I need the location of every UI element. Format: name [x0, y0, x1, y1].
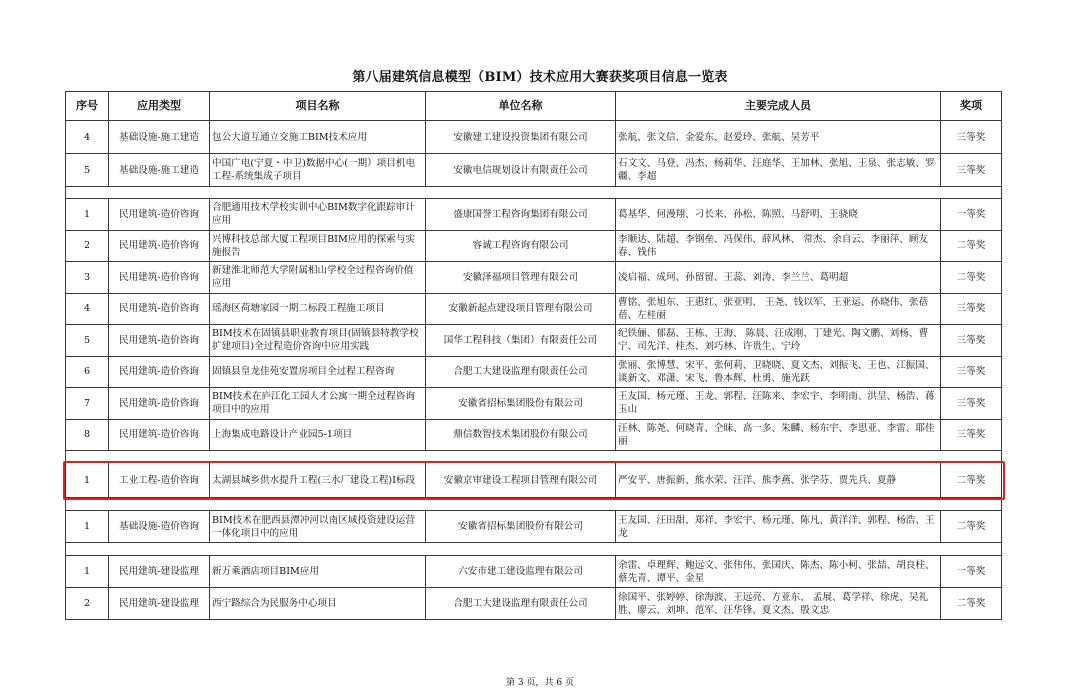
table-row	[66, 388, 1002, 420]
row-number: 5	[66, 154, 109, 187]
row-number: 2	[66, 230, 109, 262]
application-type: 民用建筑-建设监理	[109, 556, 210, 588]
row-number: 4	[66, 293, 109, 325]
award-level: 二等奖	[941, 262, 1002, 294]
team-members: 徐国平、张婷婷、徐海波、王远亮、方亚东、 孟展、葛学祥、徐虎、吴礼胜、廖云、刘坤、范军、汪华锋、夏文杰、殷文忠	[616, 588, 941, 620]
unit-name: 安徽省招标集团股份有限公司	[426, 388, 616, 420]
unit-name: 盛康国誉工程咨询集团有限公司	[426, 199, 616, 231]
section-separator	[66, 451, 1002, 463]
unit-name: 容诚工程咨询有限公司	[426, 230, 616, 262]
award-level: 三等奖	[941, 154, 1002, 187]
team-members: 严安平、唐振新、熊水荣、汪洋、熊李燕、张学芬、贾先兵、夏静	[616, 463, 941, 498]
separator-cell	[66, 498, 1002, 511]
table-row	[66, 556, 1002, 588]
team-members: 余雷、卓理辉、鲍远文、张伟伟、张国庆、陈杰、陈小柯、张喆、胡良柱、蔡先青、谭平、金星	[616, 556, 941, 588]
application-type: 基础设施-造价咨询	[109, 511, 210, 543]
header-unit-name: 单位名称	[426, 92, 616, 121]
award-level: 二等奖	[941, 230, 1002, 262]
row-number: 4	[66, 121, 109, 154]
team-members: 葛基华、何漫翔、刁长来、孙松、陈照、马舒明、王骁晓	[616, 199, 941, 231]
project-name: BIM技术在庐江化工园人才公寓一期全过程咨询项目中的应用	[210, 388, 426, 420]
project-name: 新万乘酒店项目BIM应用	[210, 556, 426, 588]
project-name: 包公大道互通立交施工BIM技术应用	[210, 121, 426, 154]
award-level: 三等奖	[941, 325, 1002, 357]
header-row-number: 序号	[66, 92, 109, 121]
project-name: 新建淮北师范大学附属相山学校全过程咨询价值应用	[210, 262, 426, 294]
team-members: 王友国、汪田甜、郑祥、李宏宇、杨元瑾、陈凡、黄洋洋、郭程、杨浩、王龙	[616, 511, 941, 543]
row-number: 3	[66, 262, 109, 294]
separator-cell	[66, 451, 1002, 463]
header-team-members: 主要完成人员	[616, 92, 941, 121]
row-number: 6	[66, 356, 109, 388]
award-level: 一等奖	[941, 556, 1002, 588]
application-type: 民用建筑-造价咨询	[109, 356, 210, 388]
application-type: 民用建筑-建设监理	[109, 588, 210, 620]
project-name: 合肥通用技术学校实训中心BIM数字化跟踪审计应用	[210, 199, 426, 231]
row-number: 5	[66, 325, 109, 357]
table-row	[66, 463, 1002, 498]
unit-name: 安徽京审建设工程项目管理有限公司	[426, 463, 616, 498]
application-type: 民用建筑-造价咨询	[109, 325, 210, 357]
table-row	[66, 356, 1002, 388]
unit-name: 国华工程科技（集团）有限责任公司	[426, 325, 616, 357]
unit-name: 安徽新起点建设项目管理有限公司	[426, 293, 616, 325]
unit-name: 安徽泽福项目管理有限公司	[426, 262, 616, 294]
team-members: 王友国、杨元瑾、王龙、郭程、汪陈来、李宏宇、李明南、洪呈、杨浩、蒋玉山	[616, 388, 941, 420]
team-members: 汪林、陈尧、何晓青、仝昧、高一多、朱麟、杨东宇、李思亚、李雷、耶佳丽	[616, 419, 941, 451]
row-number: 1	[66, 556, 109, 588]
table-row	[66, 154, 1002, 187]
application-type: 基础设施-施工建造	[109, 154, 210, 187]
header-project-name: 项目名称	[210, 92, 426, 121]
team-members: 石文文、马登、冯杰、杨莉华、汪庭华、王加林、张旭、王泉、张志敏、罗疆、李超	[616, 154, 941, 187]
table-row	[66, 199, 1002, 231]
award-level: 二等奖	[941, 511, 1002, 543]
table-row	[66, 262, 1002, 294]
award-table	[65, 91, 1002, 620]
team-members: 张丽、张博慧、宋平、张何莉、卫晓晓、夏文杰、刘振飞、王也、江振国、谈新文、邓潇、宋飞、鲁本辉、杜勇、施光跃	[616, 356, 941, 388]
unit-name: 合肥工大建设监理有限责任公司	[426, 356, 616, 388]
award-level: 三等奖	[941, 356, 1002, 388]
section-separator	[66, 543, 1002, 556]
unit-name: 合肥工大建设监理有限责任公司	[426, 588, 616, 620]
header-award: 奖项	[941, 92, 1002, 121]
table-row	[66, 325, 1002, 357]
unit-name: 安徽省招标集团股份有限公司	[426, 511, 616, 543]
team-members: 李顺达、陆超、李钢垒、冯保伟、薛风林、 常杰、余自云、李丽萍、顾友春、钱伟	[616, 230, 941, 262]
table-row	[66, 293, 1002, 325]
unit-name: 安徽建工建设投资集团有限公司	[426, 121, 616, 154]
award-level: 三等奖	[941, 293, 1002, 325]
separator-cell	[66, 187, 1002, 199]
team-members: 纪铁俪、郁磊、王栋、王海、 陈晨、汪成刚、丁建光、陶文鹏、刘杨、曹宁、司先洋、桂杰、刘巧林、许贵生、宁玲	[616, 325, 941, 357]
project-name: 中国广电(宁夏・中卫)数据中心(一期）项目机电工程-系统集成子项目	[210, 154, 426, 187]
project-name: 上海集成电路设计产业园5-1项目	[210, 419, 426, 451]
award-level: 二等奖	[941, 463, 1002, 498]
award-level: 三等奖	[941, 388, 1002, 420]
unit-name: 六安市建工建设监理有限公司	[426, 556, 616, 588]
separator-cell	[66, 543, 1002, 556]
application-type: 民用建筑-造价咨询	[109, 388, 210, 420]
row-number: 7	[66, 388, 109, 420]
application-type: 民用建筑-造价咨询	[109, 199, 210, 231]
table-row	[66, 230, 1002, 262]
row-number: 1	[66, 199, 109, 231]
table-header	[66, 92, 1002, 121]
header-row	[66, 92, 1002, 121]
table-row	[66, 121, 1002, 154]
team-members: 曹铭、张旭东、王惠红、张亚明、 王尧、钱以军、王亚运、孙晓伟、张蓓蓓、左桂丽	[616, 293, 941, 325]
application-type: 工业工程-造价咨询	[109, 463, 210, 498]
team-members: 张航、张文信、金爱东、赵爱玲、张航、吴芳平	[616, 121, 941, 154]
team-members: 凌启福、成珂、孙留留、王蕊、刘涛、李兰兰、葛明超	[616, 262, 941, 294]
document-title: 第八届建筑信息模型（BIM）技术应用大赛获奖项目信息一览表	[352, 70, 728, 85]
application-type: 民用建筑-造价咨询	[109, 262, 210, 294]
row-number: 1	[66, 511, 109, 543]
unit-name: 安徽电信规划设计有限责任公司	[426, 154, 616, 187]
project-name: 固镇县皇龙佳苑安置房项目全过程工程咨询	[210, 356, 426, 388]
application-type: 民用建筑-造价咨询	[109, 419, 210, 451]
application-type: 民用建筑-造价咨询	[109, 230, 210, 262]
table-row	[66, 588, 1002, 620]
application-type: 基础设施-施工建造	[109, 121, 210, 154]
project-name: 瑶海区荷塘家园一期二标段工程施工项目	[210, 293, 426, 325]
row-number: 1	[66, 463, 109, 498]
award-level: 三等奖	[941, 121, 1002, 154]
table-row	[66, 511, 1002, 543]
unit-name: 鼎信数智技术集团股份有限公司	[426, 419, 616, 451]
award-level: 二等奖	[941, 588, 1002, 620]
award-level: 三等奖	[941, 419, 1002, 451]
section-separator	[66, 187, 1002, 199]
section-separator	[66, 498, 1002, 511]
table-body	[66, 121, 1002, 620]
project-name: 西宁路综合为民服务中心项目	[210, 588, 426, 620]
project-name: 太湖县城乡供水提升工程(三水厂建设工程)I标段	[210, 463, 426, 498]
header-application-type: 应用类型	[109, 92, 210, 121]
table-row	[66, 419, 1002, 451]
project-name: 兴博科技总部大厦工程项目BIM应用的探索与实施报告	[210, 230, 426, 262]
row-number: 8	[66, 419, 109, 451]
award-level: 一等奖	[941, 199, 1002, 231]
project-name: BIM技术在肥西县潭冲河以南区域投资建设运营一体化项目中的应用	[210, 511, 426, 543]
project-name: BIM技术在固镇县职业教育项目(固镇县特教学校扩建项目)全过程造价咨询中应用实践	[210, 325, 426, 357]
application-type: 民用建筑-造价咨询	[109, 293, 210, 325]
page-number: 第 3 页，共 6 页	[506, 678, 574, 688]
row-number: 2	[66, 588, 109, 620]
